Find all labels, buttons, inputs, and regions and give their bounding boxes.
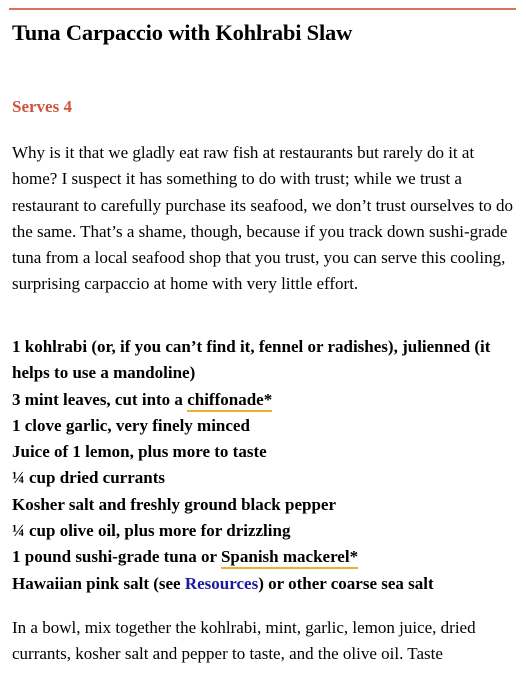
intro-paragraph: Why is it that we gladly eat raw fish at restaurants but rarely do it at home? I suspect it has something to do with trust; while we trust a restaurant to carefully purchase its seafood, we don’t trust ourselves to do the same. That’s a shame, though, because if you track down sushi-grade tuna from a local seafood shop that you trust, you can serve this cooling, surprising carpaccio at home with very little effort. — [12, 143, 514, 294]
ingredient-tuna — [12, 544, 518, 570]
ingredient-kohlrabi: 1 kohlrabi (or, if you can’t find it, fennel or radishes), julienned (it helps to use a mandoline) — [12, 337, 491, 383]
ingredient-tuna-text: 1 pound sushi-grade tuna or — [12, 547, 221, 567]
ingredient-currants: ¼ cup dried currants — [12, 468, 165, 488]
chiffonade-glossary-link[interactable]: chiffonade* — [187, 390, 272, 412]
ingredient-pink-salt-suffix: ) or other coarse sea salt — [258, 573, 434, 593]
ingredient-pink-salt — [12, 571, 518, 597]
ingredient-list — [12, 334, 518, 597]
recipe-title: Tuna Carpaccio with Kohlrabi Slaw — [12, 20, 353, 45]
ingredient-olive-oil: ¼ cup olive oil, plus more for drizzling — [12, 521, 291, 541]
spanish-mackerel-glossary-link[interactable]: Spanish mackerel* — [221, 547, 358, 569]
ingredient-mint — [12, 387, 518, 413]
ingredient-salt-pepper: Kosher salt and freshly ground black pepper — [12, 494, 337, 514]
ingredient-pink-salt-text: Hawaiian pink salt (see — [12, 573, 185, 593]
serves-label: Serves 4 — [12, 97, 72, 116]
ingredient-garlic: 1 clove garlic, very finely minced — [12, 415, 250, 435]
resources-link[interactable]: Resources — [184, 573, 259, 593]
top-divider — [9, 8, 516, 10]
ingredient-mint-text: 3 mint leaves, cut into a — [12, 389, 188, 409]
ingredient-lemon: Juice of 1 lemon, plus more to taste — [12, 442, 267, 462]
method-paragraph: In a bowl, mix together the kohlrabi, mint, garlic, lemon juice, dried currants, kosher salt and pepper to taste, and the olive oil. Taste — [12, 618, 476, 664]
